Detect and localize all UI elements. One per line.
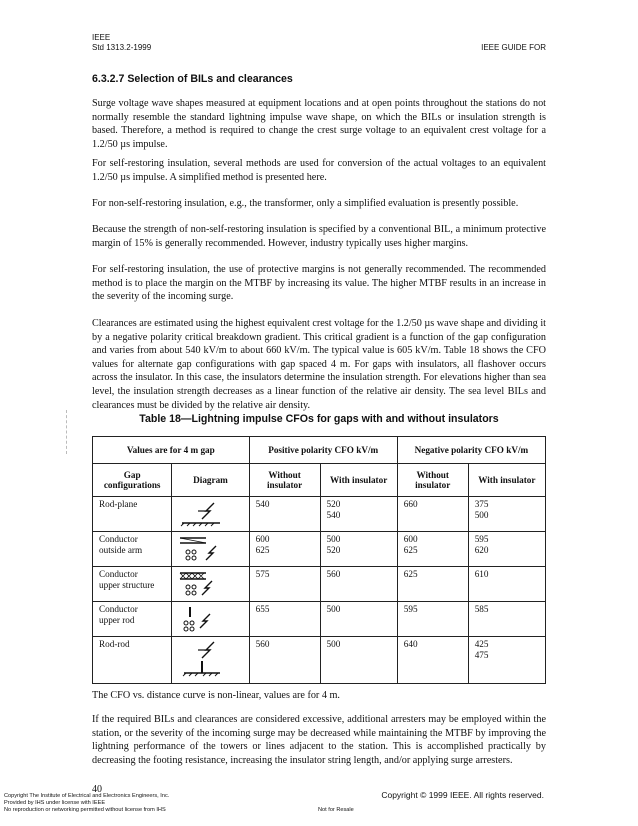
neg-without-cell: 640 (397, 637, 468, 684)
neg-with-cell: 425 475 (468, 637, 545, 684)
header-org: IEEE (92, 33, 111, 42)
gap-config-cell: Conductor outside arm (93, 532, 172, 567)
pos-with-cell: 520 540 (320, 497, 397, 532)
paragraph: For self-restoring insulation, the use of protective margins is not generally recommended. The recommended method is to place the margin on the MTBF by increasing its value. The higher MTBF results in an increase in the severity of the incoming surge. (92, 264, 546, 303)
header-right: IEEE GUIDE FOR (481, 43, 546, 52)
conductor-outside-arm-diagram-icon (172, 532, 249, 567)
neg-without-cell: 625 (397, 567, 468, 602)
paragraph: Because the strength of non-self-restoring insulation is specified by a conventional BIL, a minimum protective margin of 15% is generally recommended. However, industry typically uses higher margins. (92, 224, 546, 249)
column-header: Diagram (172, 464, 249, 497)
table-row (93, 567, 546, 602)
table-title: Table 18—Lightning impulse CFOs for gaps with and without insulators (139, 413, 499, 425)
neg-without-cell: 600 625 (397, 532, 468, 567)
header-standard: Std 1313.2-1999 (92, 43, 152, 52)
group-header: Positive polarity CFO kV/m (249, 437, 397, 464)
pos-with-cell: 500 520 (320, 532, 397, 567)
pos-with-cell: 500 (320, 602, 397, 637)
column-header: Gap configurations (93, 464, 172, 497)
pos-without-cell: 560 (249, 637, 320, 684)
paragraph: If the required BILs and clearances are considered excessive, additional arresters may be employed within the station, or the severity of the incoming surge may be decreased while maintaining the MTBF by improving the lightning performance of the towers or lines adjacent to the station. This is accomplished practically by decreasing the footing resistance, increasing the insulator string length, and/or applying surge arresters. (92, 714, 546, 766)
table-row (93, 637, 546, 684)
group-header: Negative polarity CFO kV/m (397, 437, 545, 464)
gap-config-cell: Rod-rod (93, 637, 172, 684)
paragraph: The CFO vs. distance curve is non-linear, values are for 4 m. (92, 690, 340, 701)
neg-without-cell: 660 (397, 497, 468, 532)
table-row (93, 532, 546, 567)
pos-without-cell: 655 (249, 602, 320, 637)
page-number: 40 (92, 784, 102, 795)
rod-rod-diagram-icon (172, 637, 249, 684)
neg-without-cell: 595 (397, 602, 468, 637)
column-header: Without insulator (249, 464, 320, 497)
neg-with-cell: 610 (468, 567, 545, 602)
table-row (93, 497, 546, 532)
resale-notice: Not for Resale (318, 807, 354, 813)
pos-without-cell: 540 (249, 497, 320, 532)
group-header: Values are for 4 m gap (93, 437, 250, 464)
table-row (93, 602, 546, 637)
column-header: With insulator (468, 464, 545, 497)
license-notice: Copyright The Institute of Electrical and Electronics Engineers, Inc. Provided by IHS under license with IEEE No reproduction or networking permitted without license from IHS (4, 793, 170, 813)
conductor-upper-rod-diagram-icon (172, 602, 249, 637)
paragraph: Surge voltage wave shapes measured at equipment locations and at open points throughout the stations do not normally resemble the standard lightning impulse wave shape, on which the BILs or insulation strength is based. Therefore, a method is required to change the crest surge voltage to an equivalent crest voltage for a 1.2/50 µs impulse. (92, 98, 546, 150)
neg-with-cell: 375 500 (468, 497, 545, 532)
neg-with-cell: 595 620 (468, 532, 545, 567)
rod-plane-diagram-icon (172, 497, 249, 532)
gap-config-cell: Conductor upper rod (93, 602, 172, 637)
column-header: Without insulator (397, 464, 468, 497)
pos-without-cell: 575 (249, 567, 320, 602)
copyright-notice: Copyright © 1999 IEEE. All rights reserved. (381, 790, 544, 800)
cfo-table (92, 436, 546, 684)
column-header: With insulator (320, 464, 397, 497)
paragraph: For self-restoring insulation, several methods are used for conversion of the actual voltages to an equivalent 1.2/50 µs impulse. A simplified method is presented here. (92, 158, 546, 183)
pos-with-cell: 500 (320, 637, 397, 684)
gap-config-cell: Conductor upper structure (93, 567, 172, 602)
conductor-upper-structure-diagram-icon (172, 567, 249, 602)
gap-config-cell: Rod-plane (93, 497, 172, 532)
paragraph: For non-self-restoring insulation, e.g., the transformer, only a simplified evaluation is presently possible. (92, 198, 519, 209)
pos-with-cell: 560 (320, 567, 397, 602)
paragraph: Clearances are estimated using the highest equivalent crest voltage for the 1.2/50 µs wave shape and dividing it by a negative polarity critical breakdown gradient. This critical gradient is a function of the gap configuration and varies from about 540 kV/m to about 660 kV/m. The typical value is 605 kV/m. Table 18 shows the CFO values for alternate gap configurations with gap spaced 4 m. For gaps with insulators, all flashover occurs across the insulator. In this case, the insulators determine the insulation strength. For elevations higher than sea level, the insulation strength decreases as a linear function of the relative air density. The sea level BILs and clearances must be divided by the relative air density. (92, 318, 546, 411)
neg-with-cell: 585 (468, 602, 545, 637)
section-title: 6.3.2.7 Selection of BILs and clearances (92, 73, 293, 85)
pos-without-cell: 600 625 (249, 532, 320, 567)
